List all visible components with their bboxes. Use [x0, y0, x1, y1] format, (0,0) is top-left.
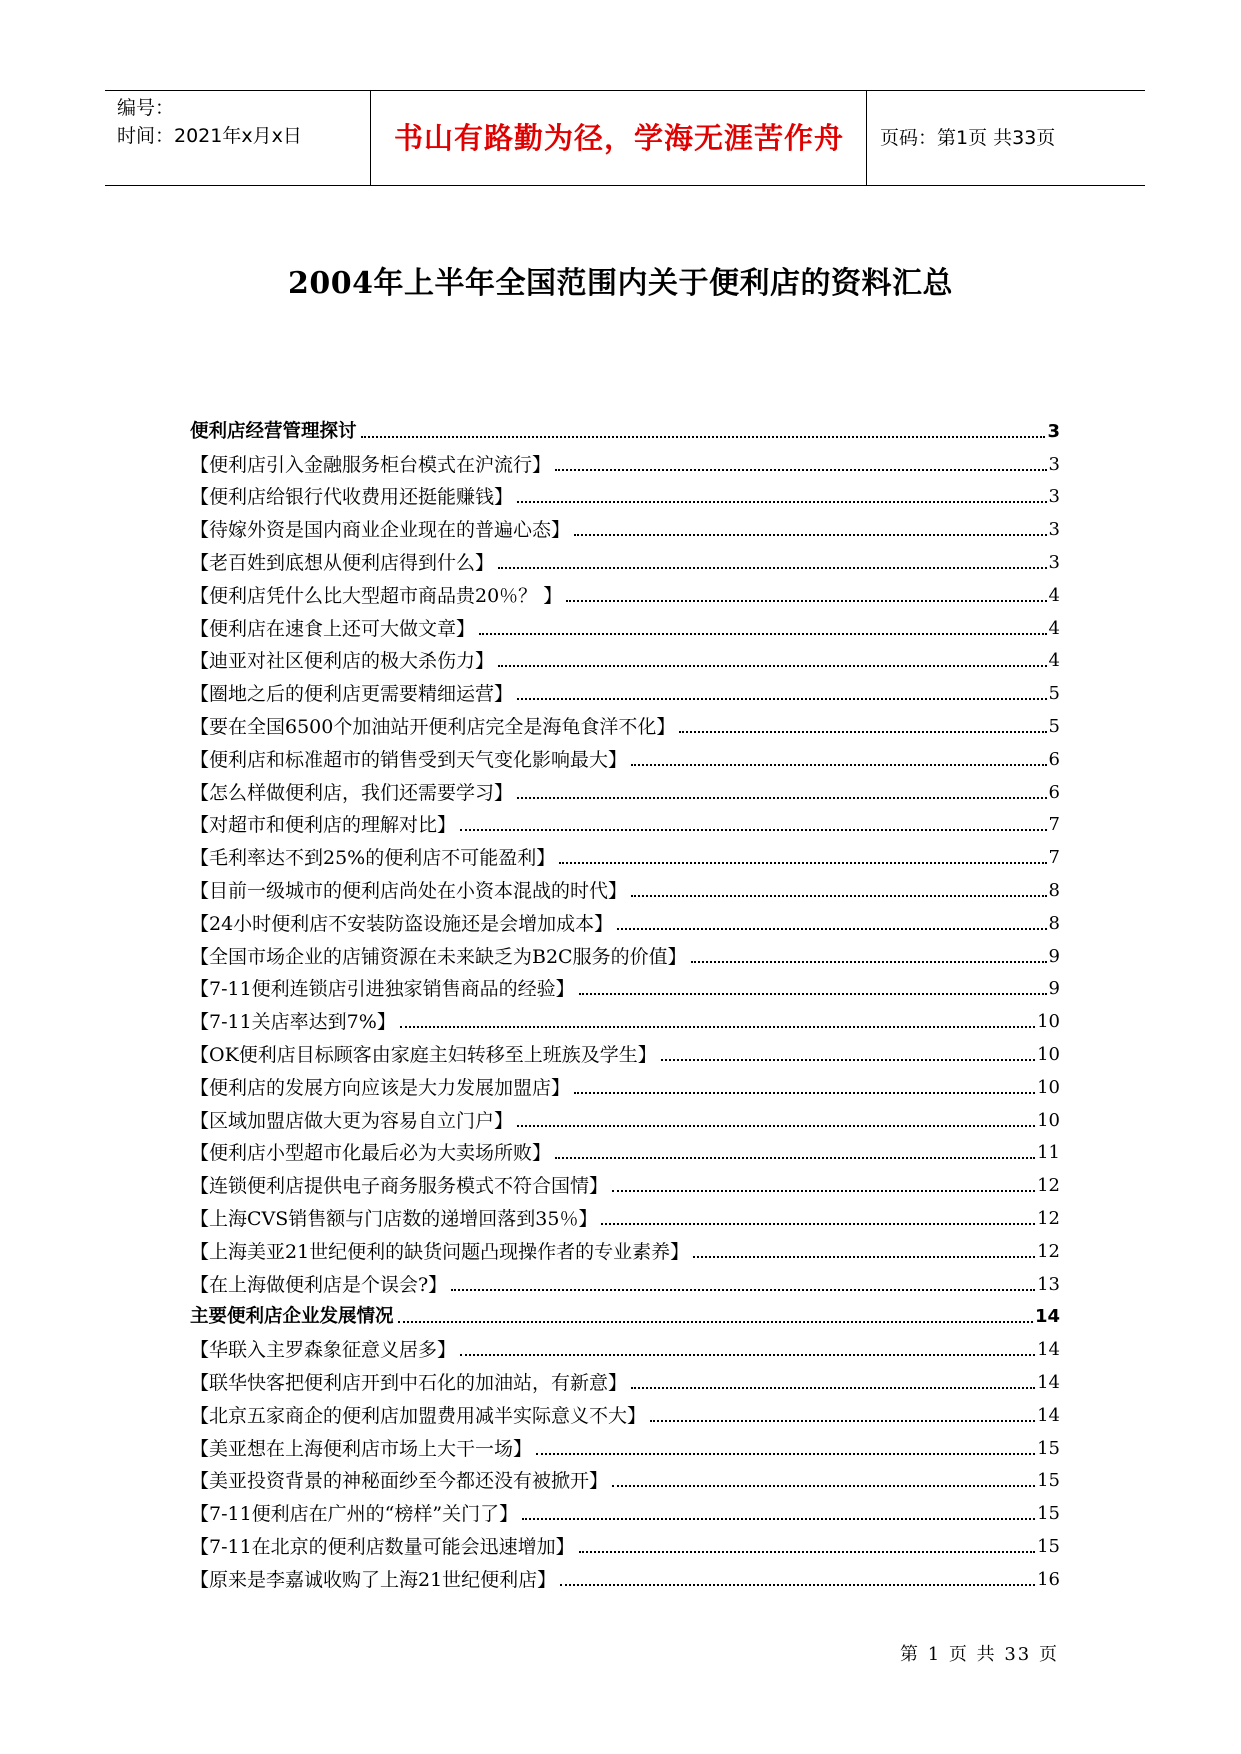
toc-entry-page: 4 [1048, 584, 1060, 606]
toc-entry-page: 9 [1048, 978, 1060, 1000]
toc-entry-title: 【便利店给银行代收费用还挺能赚钱】 [190, 486, 514, 509]
toc-leader-dots [460, 829, 1047, 831]
toc-leader-dots [679, 731, 1046, 733]
header-motto-cell [372, 91, 867, 185]
toc-leader-dots [400, 1026, 1035, 1028]
toc-entry-title: 【美亚投资背景的神秘面纱至今都还没有被掀开】 [190, 1470, 609, 1493]
toc-entry[interactable] [190, 1033, 1060, 1066]
toc-entry-page: 3 [1048, 486, 1060, 508]
toc-entry-page: 12 [1037, 1207, 1060, 1229]
toc-entry-page: 3 [1047, 420, 1060, 442]
toc-entry-title: 【怎么样做便利店，我们还需要学习】 [190, 781, 514, 804]
toc-entry[interactable] [190, 935, 1060, 968]
toc-entry-title: 【原来是李嘉诚收购了上海21世纪便利店】 [190, 1568, 557, 1591]
toc-entry-title: 【全国市场企业的店铺资源在未来缺乏为B2C服务的价值】 [190, 945, 687, 968]
toc-leader-dots [631, 764, 1047, 766]
toc-entry-page: 14 [1034, 1306, 1060, 1328]
toc-leader-dots [517, 501, 1047, 503]
toc-leader-dots [498, 665, 1047, 667]
toc-leader-dots [536, 1453, 1035, 1455]
toc-leader-dots [631, 895, 1047, 897]
page-header [105, 90, 1145, 186]
toc-entry-page: 14 [1037, 1339, 1060, 1361]
toc-entry[interactable] [190, 1492, 1060, 1525]
toc-entry-page: 9 [1048, 945, 1060, 967]
toc-entry-page: 15 [1037, 1437, 1060, 1459]
toc-entry-title: 【区域加盟店做大更为容易自立门户】 [190, 1109, 514, 1132]
toc-leader-dots [361, 436, 1046, 438]
toc-entry[interactable] [190, 1132, 1060, 1165]
toc-entry[interactable] [190, 1099, 1060, 1132]
toc-entry[interactable] [190, 541, 1060, 574]
toc-entry-page: 7 [1048, 847, 1060, 869]
toc-entry-page: 3 [1048, 519, 1060, 541]
toc-entry-title: 【目前一级城市的便利店尚处在小资本混战的时代】 [190, 879, 628, 902]
toc-entry[interactable] [190, 574, 1060, 607]
toc-leader-dots [691, 961, 1047, 963]
toc-entry-page: 12 [1037, 1240, 1060, 1262]
toc-entry[interactable] [190, 1000, 1060, 1033]
toc-entry-title: 【7-11在北京的便利店数量可能会迅速增加】 [190, 1535, 575, 1558]
toc-entry[interactable] [190, 607, 1060, 640]
header-left-cell [105, 91, 371, 185]
toc-entry[interactable] [190, 508, 1060, 541]
toc-entry-title: 【待嫁外资是国内商业企业现在的普遍心态】 [190, 519, 571, 542]
table-of-contents [190, 410, 1060, 1591]
toc-entry[interactable] [190, 640, 1060, 673]
toc-entry-title: 【24小时便利店不安装防盗设施还是会增加成本】 [190, 912, 614, 935]
toc-entry[interactable] [190, 738, 1060, 771]
toc-entry-page: 15 [1037, 1470, 1060, 1492]
toc-entry-page: 4 [1048, 617, 1060, 639]
toc-entry-title: 【迪亚对社区便利店的极大杀伤力】 [190, 650, 495, 673]
toc-leader-dots [574, 1092, 1035, 1094]
toc-entry-page: 14 [1037, 1404, 1060, 1426]
toc-entry[interactable] [190, 1427, 1060, 1460]
toc-entry-title: 【美亚想在上海便利店市场上大干一场】 [190, 1437, 533, 1460]
toc-entry-title: 【联华快客把便利店开到中石化的加油站，有新意】 [190, 1371, 628, 1394]
serial-label: 编号： [117, 97, 175, 119]
toc-leader-dots [650, 1420, 1035, 1422]
toc-entry-title: 【上海CVS销售额与门店数的递增回落到35％】 [190, 1207, 598, 1230]
toc-leader-dots [612, 1485, 1035, 1487]
toc-leader-dots [555, 469, 1047, 471]
toc-entry-page: 3 [1048, 551, 1060, 573]
toc-entry-page: 3 [1048, 453, 1060, 475]
toc-entry-page: 10 [1037, 1076, 1060, 1098]
toc-entry-title: 【在上海做便利店是个误会?】 [190, 1273, 448, 1296]
toc-entry-page: 6 [1048, 781, 1060, 803]
toc-entry-page: 6 [1048, 748, 1060, 770]
toc-entry-page: 16 [1037, 1568, 1060, 1590]
toc-entry-title: 【要在全国6500个加油站开便利店完全是海龟食洋不化】 [190, 715, 676, 738]
toc-leader-dots [661, 1059, 1035, 1061]
toc-entry-page: 10 [1037, 1011, 1060, 1033]
motto-text: 书山有路勤为径，学海无涯苦作舟 [393, 120, 844, 155]
toc-entry[interactable] [190, 836, 1060, 869]
toc-entry[interactable] [190, 443, 1060, 476]
toc-entry-title: 【圈地之后的便利店更需要精细运营】 [190, 683, 514, 706]
toc-entry[interactable] [190, 476, 1060, 509]
toc-entry-page: 10 [1037, 1109, 1060, 1131]
toc-entry-title: 【便利店的发展方向应该是大力发展加盟店】 [190, 1076, 571, 1099]
toc-leader-dots [398, 1321, 1033, 1323]
toc-entry-title: 【老百姓到底想从便利店得到什么】 [190, 551, 495, 574]
toc-entry[interactable] [190, 902, 1060, 935]
toc-section-entry[interactable] [190, 410, 1060, 443]
toc-entry[interactable] [190, 1525, 1060, 1558]
toc-entry[interactable] [190, 1197, 1060, 1230]
toc-leader-dots [460, 1354, 1035, 1356]
toc-leader-dots [498, 567, 1047, 569]
toc-entry-page: 4 [1048, 650, 1060, 672]
toc-leader-dots [574, 534, 1047, 536]
toc-entry-page: 15 [1037, 1503, 1060, 1525]
toc-leader-dots [517, 1125, 1035, 1127]
toc-entry[interactable] [190, 804, 1060, 837]
toc-entry[interactable] [190, 968, 1060, 1001]
header-page-cell [868, 91, 1145, 185]
toc-entry-page: 13 [1037, 1273, 1060, 1295]
page-info: 页码：第1页 共33页 [880, 126, 1056, 149]
toc-entry-title: 【便利店凭什么比大型超市商品贵20％？ 】 [190, 584, 563, 607]
toc-entry-title: 【7-11关店率达到7%】 [190, 1011, 396, 1034]
toc-leader-dots [612, 1190, 1035, 1192]
toc-entry-title: 【7-11便利店在广州的“榜样”关门了】 [190, 1503, 519, 1526]
document-title: 2004年上半年全国范围内关于便利店的资料汇总 [288, 266, 953, 301]
toc-entry[interactable] [190, 1066, 1060, 1099]
toc-entry-page: 8 [1048, 912, 1060, 934]
toc-entry[interactable] [190, 1460, 1060, 1493]
toc-entry[interactable] [190, 1328, 1060, 1361]
toc-entry[interactable] [190, 1361, 1060, 1394]
toc-entry-title: 【便利店小型超市化最后必为大卖场所败】 [190, 1142, 552, 1165]
toc-leader-dots [522, 1518, 1035, 1520]
toc-entry-title: 主要便利店企业发展情况 [190, 1306, 394, 1328]
toc-entry-title: 【对超市和便利店的理解对比】 [190, 814, 457, 837]
toc-entry-title: 便利店经营管理探讨 [190, 420, 357, 442]
toc-entry-title: 【上海美亚21世纪便利的缺货问题凸现操作者的专业素养】 [190, 1240, 690, 1263]
toc-entry[interactable] [190, 672, 1060, 705]
toc-entry-page: 10 [1037, 1043, 1060, 1065]
toc-entry-title: 【华联入主罗森象征意义居多】 [190, 1339, 457, 1362]
toc-entry-page: 8 [1048, 879, 1060, 901]
toc-entry[interactable] [190, 1230, 1060, 1263]
toc-entry-page: 5 [1048, 683, 1060, 705]
time-label: 时间：2021年x月x日 [117, 125, 302, 147]
toc-leader-dots [517, 797, 1047, 799]
toc-entry[interactable] [190, 1394, 1060, 1427]
toc-leader-dots [479, 633, 1047, 635]
toc-leader-dots [601, 1223, 1035, 1225]
toc-entry-title: 【北京五家商企的便利店加盟费用减半实际意义不大】 [190, 1404, 647, 1427]
toc-leader-dots [555, 1157, 1035, 1159]
page-footer: 第 1 页 共 33 页 [900, 1644, 1059, 1665]
toc-entry-page: 7 [1048, 814, 1060, 836]
toc-leader-dots [566, 600, 1046, 602]
toc-leader-dots [693, 1256, 1035, 1258]
toc-leader-dots [617, 928, 1046, 930]
toc-entry[interactable] [190, 1558, 1060, 1591]
toc-leader-dots [559, 862, 1046, 864]
toc-entry[interactable] [190, 1164, 1060, 1197]
toc-leader-dots [579, 1551, 1035, 1553]
toc-entry-page: 14 [1037, 1371, 1060, 1393]
toc-entry-page: 12 [1037, 1175, 1060, 1197]
toc-entry-title: 【连锁便利店提供电子商务服务模式不符合国情】 [190, 1175, 609, 1198]
toc-section-entry[interactable] [190, 1296, 1060, 1329]
toc-entry-title: 【毛利率达不到25%的便利店不可能盈利】 [190, 847, 556, 870]
toc-leader-dots [517, 698, 1047, 700]
toc-entry[interactable] [190, 869, 1060, 902]
toc-entry-title: 【7-11便利连锁店引进独家销售商品的经验】 [190, 978, 575, 1001]
toc-entry-page: 5 [1048, 715, 1060, 737]
toc-entry-title: 【便利店在速食上还可大做文章】 [190, 617, 476, 640]
toc-entry[interactable] [190, 705, 1060, 738]
toc-entry-title: 【OK便利店目标顾客由家庭主妇转移至上班族及学生】 [190, 1043, 657, 1066]
toc-entry-title: 【便利店和标准超市的销售受到天气变化影响最大】 [190, 748, 628, 771]
toc-entry-page: 11 [1037, 1142, 1060, 1164]
toc-entry-page: 15 [1037, 1535, 1060, 1557]
toc-leader-dots [560, 1584, 1035, 1586]
toc-entry[interactable] [190, 771, 1060, 804]
toc-leader-dots [451, 1289, 1035, 1291]
toc-leader-dots [631, 1387, 1035, 1389]
toc-leader-dots [579, 993, 1047, 995]
toc-entry[interactable] [190, 1263, 1060, 1296]
toc-entry-title: 【便利店引入金融服务柜台模式在沪流行】 [190, 453, 552, 476]
